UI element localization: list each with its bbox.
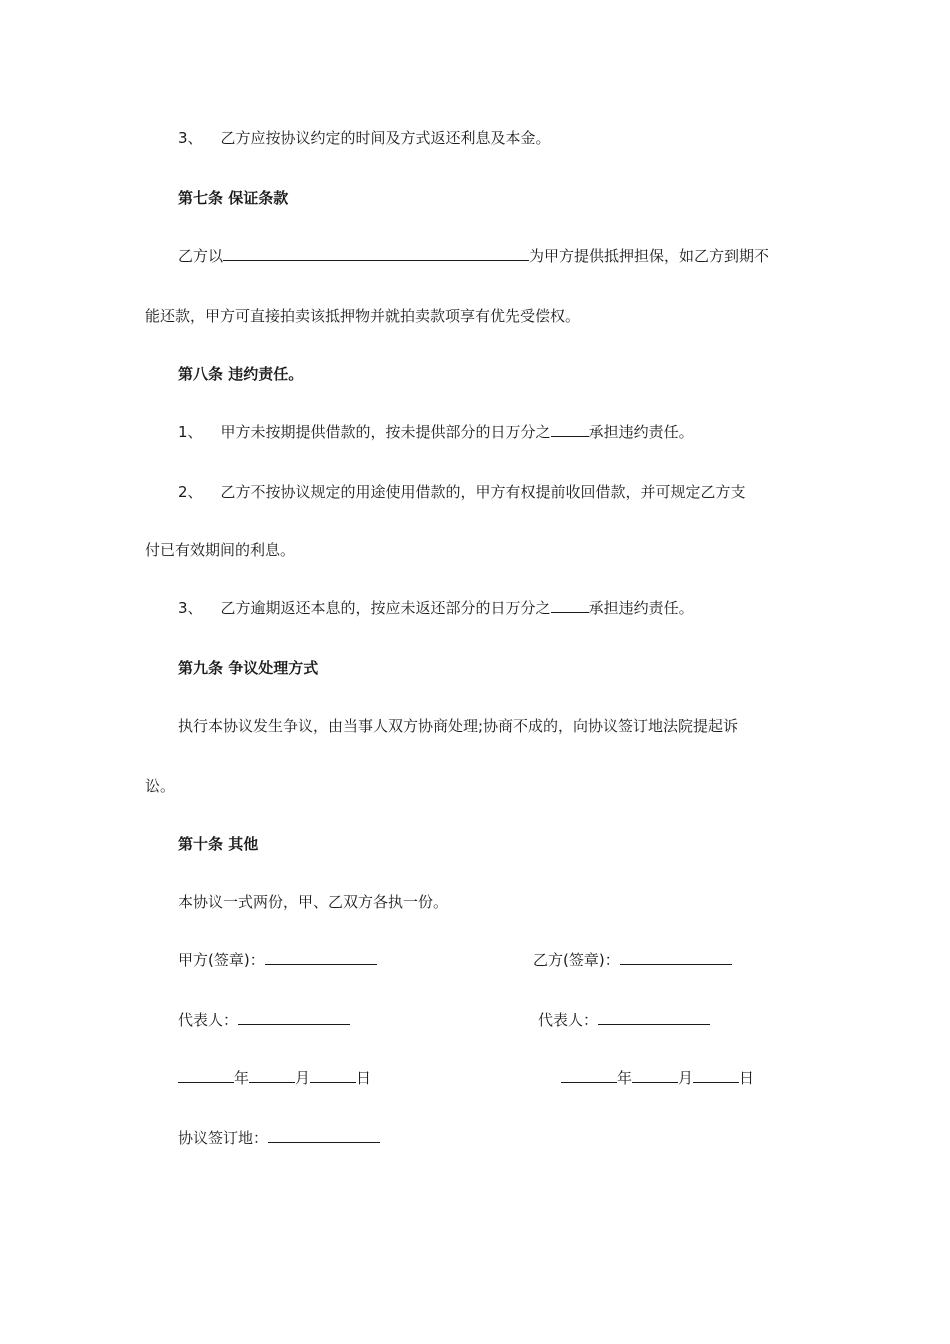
item-text-b: 承担违约责任。: [588, 599, 694, 617]
clause6-item3: [178, 128, 551, 148]
month-label: 月: [295, 1069, 311, 1087]
clause10-heading: 第十条 其他: [178, 835, 259, 853]
party-a-blank[interactable]: [265, 950, 377, 965]
month-blank[interactable]: [632, 1068, 678, 1083]
clause8-heading: 第八条 违约责任。: [178, 365, 304, 383]
rate-blank[interactable]: [551, 598, 589, 613]
year-blank[interactable]: [561, 1068, 617, 1083]
clause8-item2: [178, 482, 746, 502]
item-text: 乙方应按协议约定的时间及方式返还利息及本金。: [220, 129, 551, 147]
item-text-a: 乙方逾期返还本息的，按应未返还部分的日万分之: [220, 599, 551, 617]
party-b-signature: [533, 950, 732, 970]
rep-a-blank[interactable]: [238, 1010, 350, 1025]
item-text-b: 承担违约责任。: [588, 423, 694, 441]
month-blank[interactable]: [249, 1068, 295, 1083]
rep-b-blank[interactable]: [598, 1010, 710, 1025]
day-label: 日: [739, 1069, 755, 1087]
clause9-paragraph: 执行本协议发生争议，由当事人双方协商处理;协商不成的，向协议签订地法院提起诉: [178, 717, 739, 735]
rate-blank[interactable]: [551, 422, 589, 437]
party-a-signature: [178, 950, 377, 970]
year-blank[interactable]: [178, 1068, 234, 1083]
clause9-heading: 第九条 争议处理方式: [178, 659, 319, 677]
date-b: [561, 1068, 754, 1088]
clause7-paragraph-cont: 能还款，甲方可直接拍卖该抵押物并就拍卖款项享有优先受偿权。: [145, 307, 581, 325]
month-label: 月: [678, 1069, 694, 1087]
rep-a-label: 代表人：: [178, 1011, 239, 1029]
day-blank[interactable]: [693, 1068, 739, 1083]
clause8-item2-cont: 付已有效期间的利息。: [145, 541, 296, 559]
clause10-paragraph: 本协议一式两份，甲、乙双方各执一份。: [178, 893, 449, 911]
year-label: 年: [234, 1069, 250, 1087]
day-label: 日: [356, 1069, 372, 1087]
clause7-prefix: 乙方以: [178, 247, 224, 265]
clause8-item3: [178, 598, 694, 618]
item-text-a: 甲方未按期提供借款的，按未提供部分的日万分之: [220, 423, 551, 441]
signing-place: [178, 1128, 380, 1148]
item-number: 2、: [178, 483, 203, 501]
place-label: 协议签订地：: [178, 1129, 269, 1147]
item-number: 3、: [178, 599, 203, 617]
clause9-paragraph-cont: 讼。: [145, 777, 176, 795]
rep-b-label: 代表人：: [538, 1011, 599, 1029]
day-blank[interactable]: [310, 1068, 356, 1083]
item-text: 乙方不按协议规定的用途使用借款的，甲方有权提前收回借款，并可规定乙方支: [220, 483, 746, 501]
place-blank[interactable]: [268, 1128, 380, 1143]
party-b-label: 乙方(签章)：: [533, 951, 620, 969]
clause7-paragraph: [178, 246, 769, 266]
clause7-suffix: 为甲方提供抵押担保，如乙方到期不: [529, 247, 770, 265]
party-a-label: 甲方(签章)：: [178, 951, 265, 969]
year-label: 年: [617, 1069, 633, 1087]
item-number: 3、: [178, 129, 203, 147]
collateral-blank[interactable]: [223, 246, 529, 261]
clause8-item1: [178, 422, 694, 442]
party-b-blank[interactable]: [620, 950, 732, 965]
item-number: 1、: [178, 423, 203, 441]
rep-a: [178, 1010, 350, 1030]
date-a: [178, 1068, 371, 1088]
rep-b: [538, 1010, 710, 1030]
clause7-heading: 第七条 保证条款: [178, 189, 289, 207]
